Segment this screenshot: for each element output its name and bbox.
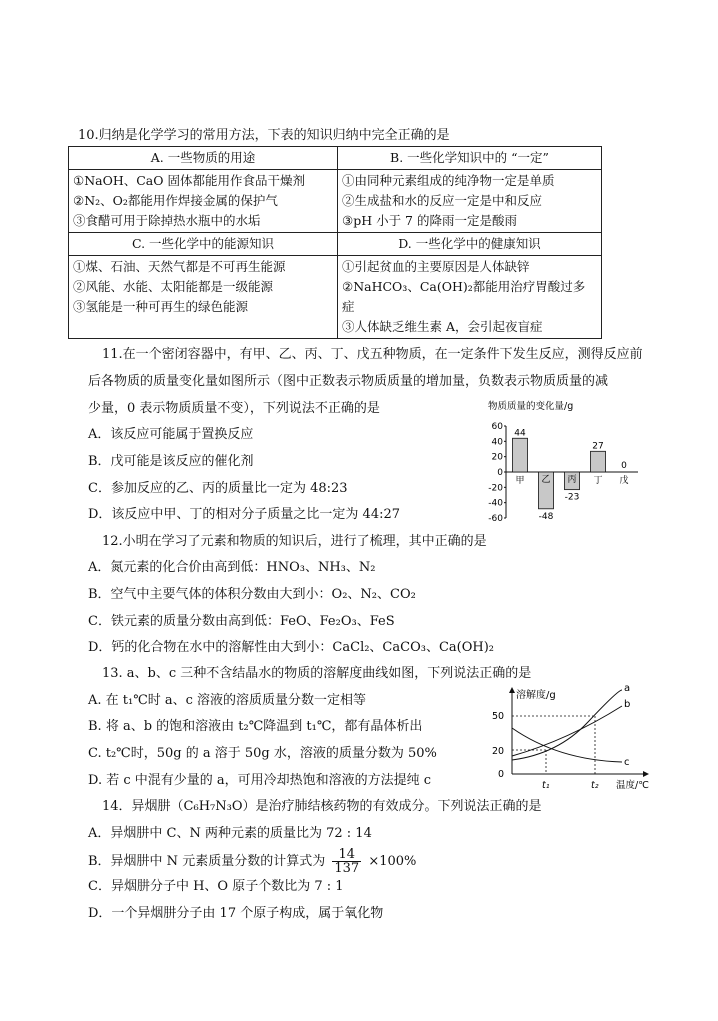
q10-stem: 10.归纳是化学学习的常用方法，下表的知识归纳中完全正确的是 [78,128,450,143]
table-cell-C-body: ①煤、石油、天然气都是不可再生能源 ②风能、水能、太阳能都是一级能源 ③氢能是一种可再生的绿色能源 [69,256,338,339]
category-label: 丙 [567,475,577,485]
table-cell-D-body: ①引起贫血的主要原因是人体缺锌 ②NaHCO₃、Ca(OH)₂都能用治疗胃酸过多 症 ③人体缺乏维生素 A，会引起夜盲症 [338,256,602,339]
x-axis-label: 温度/℃ [616,780,649,791]
y-tick-label: 40 [491,437,503,448]
q12-option-c: C．铁元素的质量分数由高到低：FeO、Fe₂O₃、FeS [88,614,395,629]
table-cell-C-title: C. 一些化学中的能源知识 [69,233,338,256]
q13-option-a: A. 在 t₁℃时 a、c 溶液的溶质质量分数一定相等 [88,693,367,708]
y-tick-0: 0 [498,769,505,780]
y-tick-label: 60 [491,422,503,432]
bar-value-label: 27 [592,441,604,452]
q13-option-c: C. t₂℃时，50g 的 a 溶于 50g 水，溶液的质量分数为 50% [88,746,437,761]
q12-stem: 12.小明在学习了元素和物质的知识后，进行了梳理，其中正确的是 [102,534,487,549]
category-label: 戊 [619,476,629,486]
bar-value-label: 0 [621,461,627,471]
x-tick-t2: t₂ [591,780,599,791]
solubility-curve-chart [488,682,656,792]
y-tick-label: -60 [488,514,503,524]
table-cell-B-body: ①由同种元素组成的纯净物一定是单质 ②生成盐和水的反应一定是中和反应 ③pH 小于 7 的降雨一定是酸雨 [338,170,602,233]
bar-value-label: -48 [538,511,554,522]
category-label: 丁 [593,476,603,486]
y-tick-label: 20 [491,452,503,463]
y-tick-50: 50 [492,711,505,722]
y-tick-label: -20 [488,483,503,494]
bar-value-label: 44 [514,428,526,439]
q13-option-b: B. 将 a、b 的饱和溶液由 t₂℃降温到 t₁℃，都有晶体析出 [88,719,423,734]
q11-option-a: A．该反应可能属于置换反应 [88,427,254,442]
y-tick-label: -40 [488,498,503,509]
q11-stem-line3: 少量，0 表示物质质量不变），下列说法不正确的是 [88,401,380,416]
curve-b [512,706,622,756]
bar [513,438,528,472]
q14-option-a: A．异烟肼中 C、N 两种元素的质量比为 72 : 14 [88,826,372,841]
x-tick-t1: t₁ [542,780,550,791]
q11-option-c: C．参加反应的乙、丙的质量比一定为 48:23 [88,481,348,496]
knowledge-table [68,146,602,339]
y-tick-label: 0 [497,468,503,478]
q14-stem: 14．异烟肼（C₆H₇N₃O）是治疗肺结核药物的有效成分。下列说法正确的是 [102,799,542,814]
q11-stem-line1: 11.在一个密闭容器中，有甲、乙、丙、丁、戊五种物质，在一定条件下发生反应，测得反应前 [102,347,643,362]
q13-option-d: D. 若 c 中混有少量的 a，可用冷却热饱和溶液的方法提纯 c [88,773,432,788]
q13-stem: 13. a、b、c 三种不含结晶水的物质的溶解度曲线如图，下列说法正确的是 [102,666,532,681]
q14-option-b [88,848,416,876]
fraction-denominator: 137 [334,861,360,876]
y-tick-20: 20 [492,746,505,757]
series-label-c: c [624,757,630,768]
bar-value-label: -23 [564,492,580,503]
fraction [332,848,361,875]
bar [591,451,606,472]
series-label-b: b [624,699,631,710]
fraction-numerator: 14 [332,848,361,862]
series-label-a: a [624,683,631,694]
q11-stem-line2: 后各物质的质量变化量如图所示（图中正数表示物质质量的增加量，负数表示物质质量的减 [88,374,609,389]
table-cell-A-title: A. 一些物质的用途 [69,147,338,170]
q12-option-b: B．空气中主要气体的体积分数由大到小：O₂、N₂、CO₂ [88,587,416,602]
q14-option-c: C．异烟肼分子中 H、O 原子个数比为 7 : 1 [88,879,344,894]
table-cell-D-title: D. 一些化学中的健康知识 [338,233,602,256]
category-label: 甲 [515,476,525,486]
category-label: 乙 [541,475,551,485]
y-axis-label: 溶解度/g [516,690,556,701]
q14-option-d: D．一个异烟肼分子由 17 个原子构成，属于氧化物 [88,906,384,921]
q11-option-d: D．该反应中甲、丁的相对分子质量之比一定为 44:27 [88,507,401,522]
q11-option-b: B．戊可能是该反应的催化剂 [88,454,254,469]
q12-option-d: D．钙的化合物在水中的溶解性由大到小：CaCl₂、CaCO₃、Ca(OH)₂ [88,640,494,655]
table-cell-B-title: B. 一些化学知识中的 “一定” [338,147,602,170]
q14-option-b-text: B．异烟肼中 N 元素质量分数的计算式为 [88,854,326,869]
table-cell-A-body: ①NaOH、CaO 固体都能用作食品干燥剂 ②N₂、O₂都能用作焊接金属的保护气 ③食醋可用于除掉热水瓶中的水垢 [69,170,338,233]
chart-title: 物质质量的变化量/g [488,401,574,412]
q14-option-b-suffix: ×100% [368,854,417,869]
mass-change-bar-chart [478,398,650,526]
q12-option-a: A．氮元素的化合价由高到低：HNO₃、NH₃、N₂ [88,560,376,575]
